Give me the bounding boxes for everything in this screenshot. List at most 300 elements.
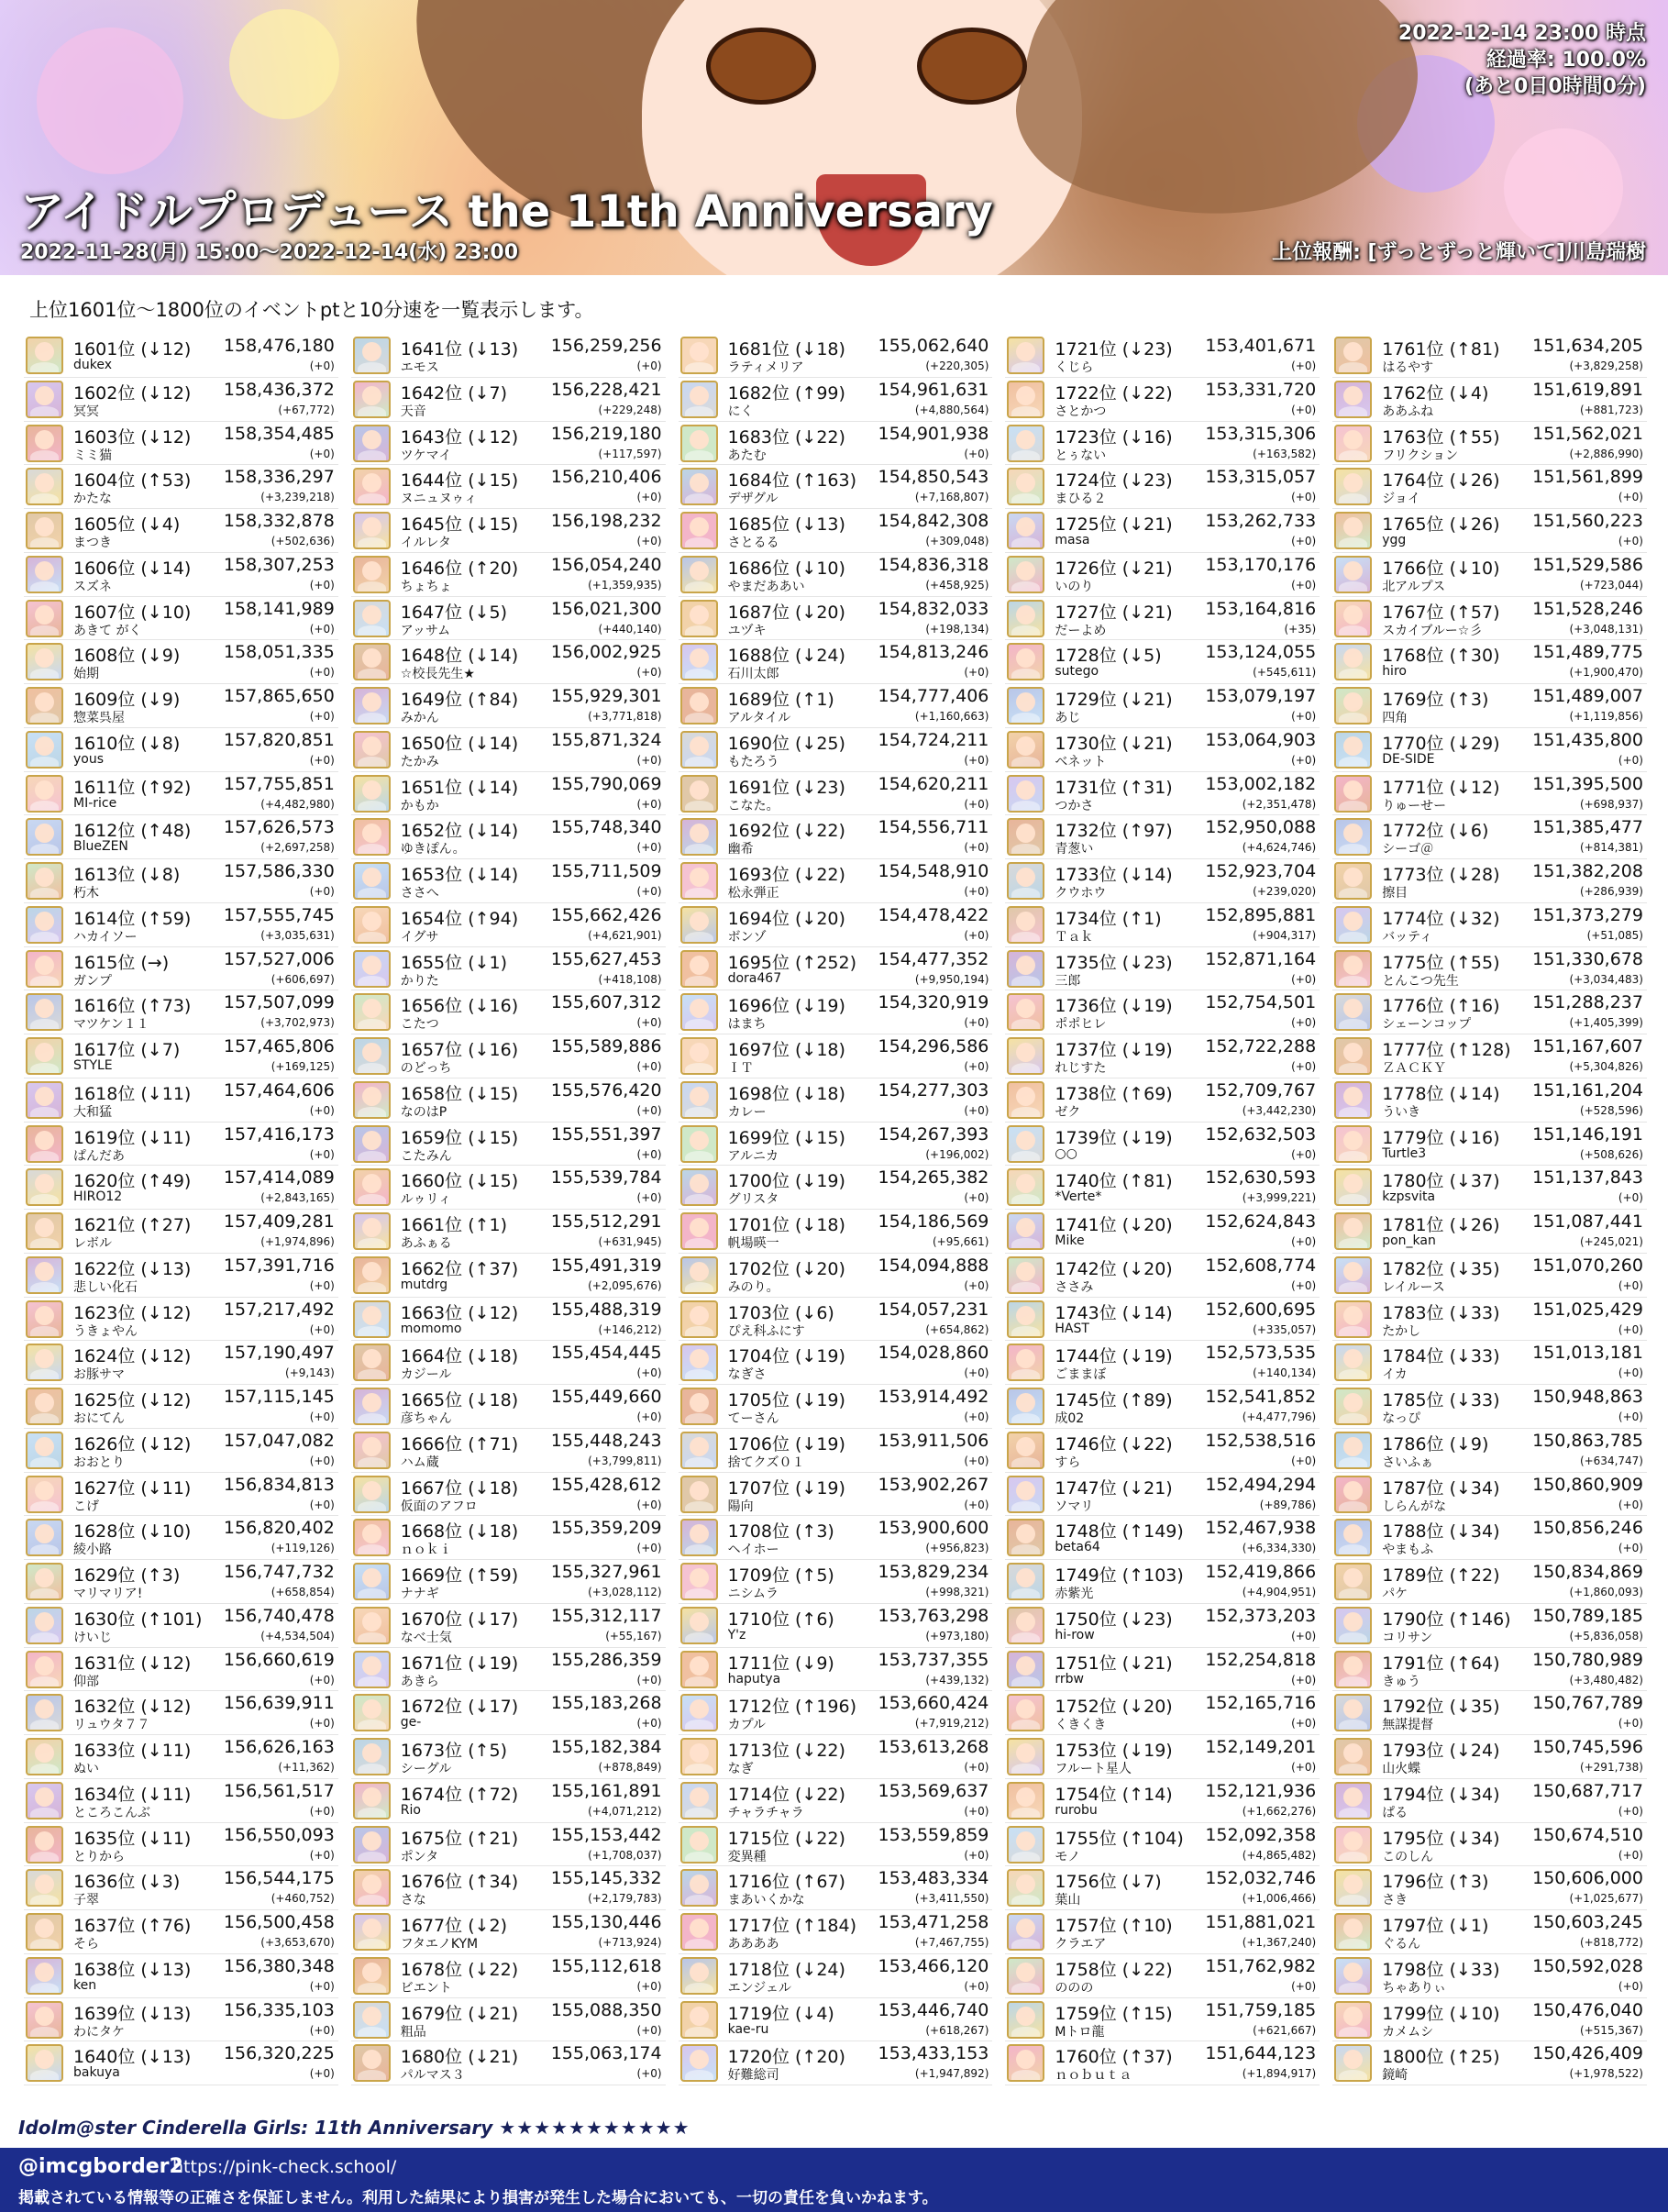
ranking-row[interactable] [1005,1078,1320,1123]
ten-minute-delta: (+0) [1291,535,1317,547]
ranking-row[interactable] [1005,772,1320,816]
idol-avatar-icon [353,643,391,680]
ranking-row[interactable] [351,1954,666,1998]
ten-minute-delta: (+220,305) [925,359,989,372]
ranking-row[interactable] [24,1866,338,1910]
ranking-row[interactable] [1005,465,1320,509]
event-points: 155,488,319 [550,1299,662,1320]
event-points: 154,832,033 [878,598,989,619]
event-points: 151,330,678 [1532,948,1643,969]
ranking-row[interactable] [351,334,666,378]
ranking-row[interactable] [351,859,666,903]
ranking-row[interactable] [24,772,338,816]
ranking-row[interactable] [351,1429,666,1473]
idol-avatar-icon [26,468,63,505]
ranking-row[interactable] [1332,1473,1647,1517]
idol-avatar-icon [353,775,391,813]
ranking-row[interactable] [351,1254,666,1298]
ranking-row[interactable] [1332,334,1647,378]
ranking-row[interactable] [1005,1429,1320,1473]
rank-label: 1651位 (↓14) [400,777,519,798]
ranking-row[interactable] [1332,640,1647,684]
producer-name: 冥冥 [73,404,99,419]
ranking-row[interactable] [1332,947,1647,991]
ten-minute-delta: (+0) [964,1191,989,1205]
ranking-row[interactable] [1005,597,1320,641]
rank-label: 1625位 (↓12) [73,1390,192,1410]
ranking-row[interactable] [679,1210,993,1254]
ranking-row[interactable] [24,1429,338,1473]
ranking-row[interactable] [24,815,338,859]
rank-label: 1729位 (↓21) [1055,690,1173,710]
ranking-row[interactable] [679,1998,993,2042]
event-points: 154,296,586 [878,1036,989,1056]
rank-label: 1680位 (↓21) [400,2047,519,2068]
idol-avatar-icon [1007,512,1044,549]
ranking-row[interactable] [679,1691,993,1735]
ranking-row[interactable] [679,1341,993,1385]
ranking-row[interactable] [351,1823,666,1867]
ranking-row[interactable] [1005,334,1320,378]
ranking-row[interactable] [679,1034,993,1078]
event-points: 153,064,903 [1205,729,1317,750]
rank-label: 1733位 (↓14) [1055,865,1173,885]
idol-avatar-icon [680,1651,718,1688]
ranking-row[interactable] [24,903,338,947]
ranking-row[interactable] [351,1298,666,1342]
ranking-row[interactable] [679,903,993,947]
ranking-row[interactable] [679,1866,993,1910]
ranking-row[interactable] [24,990,338,1034]
ranking-row[interactable] [1005,1166,1320,1210]
ranking-row[interactable] [679,1473,993,1517]
ranking-row[interactable] [351,597,666,641]
ranking-row[interactable] [1005,728,1320,772]
ranking-row[interactable] [1005,1123,1320,1167]
idol-avatar-icon [1334,1256,1372,1294]
event-points: 152,923,704 [1205,861,1317,881]
rank-label: 1635位 (↓11) [73,1828,192,1849]
ranking-row[interactable] [1005,1604,1320,1648]
ranking-row[interactable] [1005,815,1320,859]
ranking-row[interactable] [1005,1560,1320,1604]
ranking-row[interactable] [679,1516,993,1560]
rank-label: 1778位 (↓14) [1382,1083,1500,1104]
ranking-row[interactable] [1332,1691,1647,1735]
ranking-row[interactable] [679,728,993,772]
producer-name: チャラチャラ [727,1805,804,1820]
ranking-row[interactable] [351,1123,666,1167]
ranking-row[interactable] [1005,1254,1320,1298]
ranking-row[interactable] [351,1341,666,1385]
event-points: 154,724,211 [878,729,989,750]
ranking-row[interactable] [351,1516,666,1560]
ranking-row[interactable] [24,1210,338,1254]
ranking-row[interactable] [24,1123,338,1167]
ranking-row[interactable] [679,1385,993,1429]
ranking-row[interactable] [679,1429,993,1473]
ranking-row[interactable] [351,1866,666,1910]
ranking-row[interactable] [1005,1298,1320,1342]
rank-label: 1629位 (↑3) [73,1565,181,1586]
ranking-row[interactable] [24,1735,338,1779]
ranking-row[interactable] [1005,1779,1320,1823]
producer-name: HIRO12 [73,1189,123,1205]
event-points: 156,210,406 [550,467,662,488]
event-points: 150,674,510 [1532,1824,1643,1845]
idol-avatar-icon [1007,1037,1044,1075]
ranking-row[interactable] [1332,1998,1647,2042]
ranking-row[interactable] [1005,990,1320,1034]
producer-name: 粗品 [400,2024,426,2040]
ranking-row[interactable] [679,772,993,816]
ranking-row[interactable] [1005,640,1320,684]
ranking-row[interactable] [24,640,338,684]
ranking-row[interactable] [1332,1779,1647,1823]
ranking-row[interactable] [1332,1123,1647,1167]
idol-avatar-icon [1334,1607,1372,1644]
ranking-row[interactable] [1005,1954,1320,1998]
twitter-handle[interactable]: @imcgborder2 [18,2155,183,2178]
event-points: 155,576,420 [550,1079,662,1100]
site-link[interactable]: https://pink-check.school/ [172,2157,397,2177]
idol-avatar-icon [26,1344,63,1381]
ranking-row[interactable] [1005,1341,1320,1385]
ranking-row[interactable] [1005,1691,1320,1735]
ranking-row[interactable] [1332,815,1647,859]
event-points: 153,315,057 [1205,467,1317,488]
ranking-row[interactable] [24,1779,338,1823]
ranking-row[interactable] [24,1078,338,1123]
ranking-row[interactable] [1332,1078,1647,1123]
producer-name: beta64 [1055,1540,1100,1555]
producer-name: ささへ [400,886,439,901]
idol-avatar-icon [680,1738,718,1775]
producer-name: くきくき [1055,1718,1107,1733]
sparkle-decoration [37,28,183,174]
producer-name: ボンゾ [727,929,767,945]
ranking-row[interactable] [1005,1210,1320,1254]
ten-minute-delta: (+698,937) [1579,797,1643,811]
ranking-row[interactable] [1332,1735,1647,1779]
ranking-row[interactable] [1332,772,1647,816]
ranking-row[interactable] [351,422,666,466]
ranking-row[interactable] [351,1998,666,2042]
ranking-row[interactable] [1332,1910,1647,1954]
rank-label: 1713位 (↓22) [727,1741,845,1761]
ranking-row[interactable] [24,947,338,991]
ranking-row[interactable] [24,1298,338,1342]
ranking-row[interactable] [351,903,666,947]
ranking-row[interactable] [351,553,666,597]
ranking-row[interactable] [1005,1823,1320,1867]
ranking-row[interactable] [1332,1560,1647,1604]
rank-label: 1694位 (↓20) [727,908,845,929]
producer-name: 彦ちゃん [400,1411,452,1426]
ranking-row[interactable] [351,1604,666,1648]
ranking-row[interactable] [1005,2041,1320,2085]
ranking-row[interactable] [1005,903,1320,947]
ranking-row[interactable] [1332,597,1647,641]
ranking-row[interactable] [1332,1823,1647,1867]
ranking-row[interactable] [24,1254,338,1298]
rank-label: 1679位 (↓21) [400,2003,519,2024]
ranking-row[interactable] [24,1910,338,1954]
idol-avatar-icon [353,337,391,374]
producer-name: フリクション [1382,448,1459,463]
ranking-row[interactable] [24,684,338,728]
ranking-row[interactable] [1332,1210,1647,1254]
ten-minute-delta: (+0) [964,1278,989,1292]
ranking-row[interactable] [24,597,338,641]
ranking-row[interactable] [1005,947,1320,991]
ranking-row[interactable] [679,1254,993,1298]
rank-label: 1701位 (↓18) [727,1215,845,1235]
ranking-row[interactable] [351,1560,666,1604]
producer-name: 青葱い [1055,842,1094,857]
ten-minute-delta: (+1,708,037) [588,1848,662,1862]
ranking-row[interactable] [1332,1866,1647,1910]
ranking-row[interactable] [351,509,666,553]
ranking-row[interactable] [1005,859,1320,903]
ranking-row[interactable] [24,422,338,466]
ten-minute-delta: (+1,978,522) [1569,2067,1643,2081]
ranking-row[interactable] [1332,1341,1647,1385]
ranking-row[interactable] [351,1779,666,1823]
ranking-row[interactable] [1332,2041,1647,2085]
ranking-row[interactable] [1005,422,1320,466]
ranking-row[interactable] [1332,465,1647,509]
ranking-row[interactable] [24,1998,338,2042]
producer-name: さとかつ [1055,404,1107,419]
ranking-row[interactable] [1005,1034,1320,1078]
ranking-row[interactable] [679,1779,993,1823]
ranking-row[interactable] [24,1604,338,1648]
ranking-row[interactable] [351,1210,666,1254]
producer-name: なぎ [727,1762,754,1776]
ranking-row[interactable] [1332,553,1647,597]
ranking-row[interactable] [1005,509,1320,553]
ranking-row[interactable] [351,2041,666,2085]
rank-label: 1721位 (↓23) [1055,339,1173,359]
ranking-row[interactable] [24,1516,338,1560]
ranking-row[interactable] [679,553,993,597]
ranking-row[interactable] [1332,990,1647,1034]
ranking-row[interactable] [1005,1516,1320,1560]
ranking-row[interactable] [1332,1298,1647,1342]
producer-name: かりた [400,973,439,989]
ranking-row[interactable] [351,1910,666,1954]
ranking-row[interactable] [1332,1034,1647,1078]
ranking-row[interactable] [351,815,666,859]
producer-name: しらんがな [1382,1499,1447,1514]
event-points: 154,556,711 [878,817,989,838]
ranking-row[interactable] [351,1473,666,1517]
ranking-row[interactable] [1332,1166,1647,1210]
ranking-row[interactable] [679,1560,993,1604]
ranking-row[interactable] [351,1648,666,1692]
ranking-row[interactable] [679,1078,993,1123]
producer-name: イグサ [400,929,439,945]
ranking-row[interactable] [679,859,993,903]
ranking-row[interactable] [679,1166,993,1210]
update-status [1398,20,1646,100]
ranking-row[interactable] [1005,1735,1320,1779]
idol-avatar-icon [26,1388,63,1425]
ranking-row[interactable] [24,1560,338,1604]
ranking-row[interactable] [24,1034,338,1078]
ranking-row[interactable] [351,728,666,772]
ranking-row[interactable] [1005,1998,1320,2042]
ranking-row[interactable] [679,1954,993,1998]
ranking-row[interactable] [351,465,666,509]
ranking-row[interactable] [1005,684,1320,728]
producer-name: こげ [73,1499,99,1514]
ranking-row[interactable] [679,640,993,684]
ranking-row[interactable] [1332,859,1647,903]
event-points: 155,161,891 [550,1780,662,1801]
ranking-row[interactable] [24,728,338,772]
ranking-row[interactable] [1005,553,1320,597]
ranking-row[interactable] [679,597,993,641]
ranking-row[interactable] [351,378,666,422]
ranking-row[interactable] [1332,422,1647,466]
ranking-row[interactable] [351,1691,666,1735]
ten-minute-delta: (+0) [1618,1848,1643,1862]
ranking-row[interactable] [679,947,993,991]
ranking-row[interactable] [1332,1385,1647,1429]
idol-avatar-icon [26,1081,63,1119]
ranking-row[interactable] [24,378,338,422]
rank-label: 1654位 (↑94) [400,908,519,929]
ranking-row[interactable] [679,509,993,553]
ranking-row[interactable] [351,684,666,728]
producer-name: ういき [1382,1104,1421,1120]
ranking-row[interactable] [679,422,993,466]
idol-avatar-icon [1334,1081,1372,1119]
ranking-row[interactable] [679,1648,993,1692]
ranking-row[interactable] [24,1385,338,1429]
ranking-row[interactable] [1332,1516,1647,1560]
producer-name: カメムシ [1382,2024,1434,2040]
producer-name: さとるる [727,536,779,550]
ranking-row[interactable] [679,1123,993,1167]
ranking-row[interactable] [24,1341,338,1385]
ranking-row[interactable] [1332,509,1647,553]
ranking-row[interactable] [24,553,338,597]
producer-name: 山火蝶 [1382,1762,1421,1776]
ten-minute-delta: (+0) [1291,1979,1317,1993]
ranking-row[interactable] [1332,1429,1647,1473]
idol-avatar-icon [680,1081,718,1119]
producer-name: リュウタ７７ [73,1718,150,1733]
ranking-row[interactable] [679,1298,993,1342]
ranking-row[interactable] [351,990,666,1034]
ranking-row[interactable] [24,465,338,509]
ranking-row[interactable] [24,509,338,553]
ranking-row[interactable] [679,684,993,728]
ranking-row[interactable] [351,1385,666,1429]
ranking-row[interactable] [351,640,666,684]
ranking-row[interactable] [679,2041,993,2085]
event-points: 150,606,000 [1532,1868,1643,1889]
ranking-row[interactable] [679,990,993,1034]
ranking-row[interactable] [679,1823,993,1867]
ranking-row[interactable] [1332,1604,1647,1648]
ten-minute-delta: (+3,034,483) [1569,972,1643,986]
rank-label: 1772位 (↓6) [1382,821,1489,842]
ranking-row[interactable] [1332,378,1647,422]
rank-label: 1706位 (↓19) [727,1433,845,1454]
ten-minute-delta: (+119,126) [271,1542,335,1555]
ten-minute-delta: (+335,057) [1253,1322,1317,1336]
ranking-row[interactable] [1005,1910,1320,1954]
producer-name: にく [727,404,754,419]
ranking-row[interactable] [679,1604,993,1648]
ranking-row[interactable] [24,1954,338,1998]
ranking-row[interactable] [351,1078,666,1123]
ranking-row[interactable] [1332,1648,1647,1692]
footer-bar [0,2148,1668,2212]
ranking-row[interactable] [679,334,993,378]
progress-rate: 経過率: 100.0% [1486,49,1646,72]
ranking-row[interactable] [679,465,993,509]
ranking-row[interactable] [24,1166,338,1210]
ranking-row[interactable] [1005,1866,1320,1910]
ranking-row[interactable] [679,1910,993,1954]
rank-label: 1653位 (↓14) [400,865,519,885]
ranking-row[interactable] [351,1034,666,1078]
producer-name: ぬい [73,1762,99,1776]
ranking-row[interactable] [1005,378,1320,422]
ranking-row[interactable] [1332,1254,1647,1298]
ranking-row[interactable] [1005,1473,1320,1517]
ranking-row[interactable] [351,1166,666,1210]
ranking-row[interactable] [1332,684,1647,728]
ranking-row[interactable] [24,334,338,378]
idol-avatar-icon [353,600,391,637]
ranking-row[interactable] [24,1648,338,1692]
ranking-row[interactable] [351,772,666,816]
ranking-row[interactable] [351,1735,666,1779]
ranking-row[interactable] [24,2041,338,2085]
ranking-row[interactable] [1005,1385,1320,1429]
ten-minute-delta: (+3,799,811) [588,1454,662,1467]
ranking-row[interactable] [24,1473,338,1517]
idol-avatar-icon [353,1432,391,1469]
ten-minute-delta: (+654,862) [925,1322,989,1336]
ranking-row[interactable] [24,1691,338,1735]
ten-minute-delta: (+3,411,550) [914,1892,989,1906]
ranking-row[interactable] [679,815,993,859]
ranking-row[interactable] [1332,1954,1647,1998]
ranking-row[interactable] [1332,903,1647,947]
ten-minute-delta: (+0) [1291,491,1317,504]
ten-minute-delta: (+0) [636,1016,662,1030]
ranking-row[interactable] [1332,728,1647,772]
event-points: 151,435,800 [1532,729,1643,750]
ten-minute-delta: (+621,667) [1253,2023,1317,2037]
idol-avatar-icon [1334,556,1372,593]
rank-label: 1663位 (↓12) [400,1302,519,1323]
ranking-row[interactable] [679,378,993,422]
ranking-row[interactable] [351,947,666,991]
ranking-row[interactable] [679,1735,993,1779]
ranking-row[interactable] [24,1823,338,1867]
ranking-row[interactable] [1005,1648,1320,1692]
ranking-row[interactable] [24,859,338,903]
idol-avatar-icon [353,1651,391,1688]
